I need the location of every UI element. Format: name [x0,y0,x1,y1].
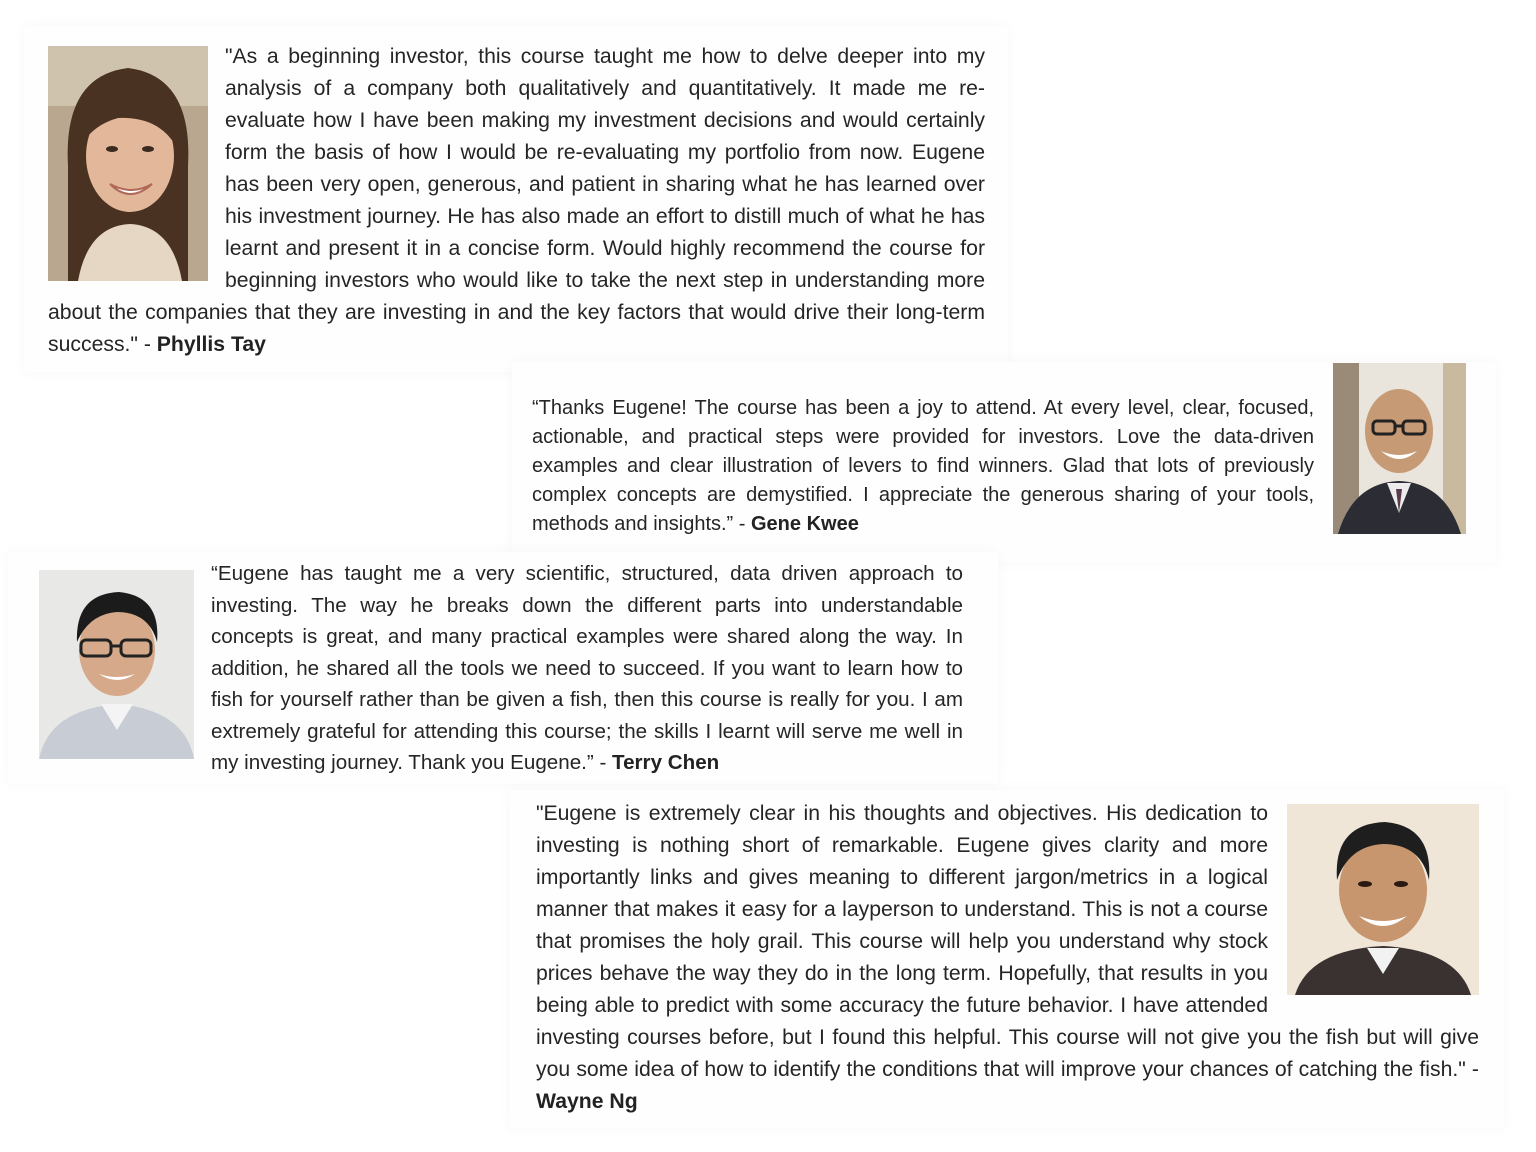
quote-text: "As a beginning investor, this course taught me how to delve deeper into my analysis of a company both qualitatively and quantitatively. It made me re-evaluate how I have been making my investment decisions and would certainly form the basis of how I would be re-evaluating my portfolio from now. Eugene has been very open, generous, and patient in sharing what he has learned over his investment journey. He has also made an effort to distill much of what he has learnt and present it in a concise form. Would highly recommend the course for beginning investors who would like to take the next step in understanding more about the companies that they are investing in and the key factors that would drive their long-term success." - [48,45,985,356]
avatar-terry-chen [39,570,194,759]
author-name: Gene Kwee [751,513,859,535]
testimonial-quote-phyllis [48,41,985,361]
quote-text: “Eugene has taught me a very scientific, structured, data driven approach to investing. The way he breaks down the different parts into understandable concepts is great, and many practical examples were shared along the way. In addition, he shared all the tools we need to succeed. If you want to learn how to fish for yourself rather than be given a fish, then this course is really for you. I am extremely grateful for attending this course; the skills I learnt will serve me well in my investing journey. Thank you Eugene.” - [211,562,963,774]
testimonial-quote-wayne [536,798,1479,1118]
author-name: Phyllis Tay [156,333,266,356]
author-name: Terry Chen [612,751,720,774]
quote-text: "Eugene is extremely clear in his thoughts and objectives. His dedication to investing is nothing short of remarkable. Eugene gives clarity and more importantly links and gives meaning to different jargon/metrics in a logical manner that makes it easy for a layperson to understand. This is not a course that promises the holy grail. This course will help you understand why stock prices behave the way they do in the long term. Hopefully, that results in you being able to predict with some accuracy the future behavior. I have attended investing courses before, but I found this helpful. This course will not give you the fish but will give you some idea of how to identify the conditions that will improve your chances of catching the fish." - [536,802,1479,1081]
avatar-gene-kwee [1333,363,1466,534]
testimonial-quote-gene [532,394,1314,539]
quote-text: “Thanks Eugene! The course has been a joy to attend. At every level, clear, focused, actionable, and practical steps were provided for investors. Love the data-driven examples and clear illustration of levers to find winners. Glad that lots of previously complex concepts are demystified. I appreciate the generous sharing of your tools, methods and insights.” - [532,397,1314,535]
testimonial-quote-terry [211,558,963,779]
photo-spacer [1268,798,1479,1022]
photo-spacer [48,41,225,297]
author-name: Wayne Ng [536,1090,638,1113]
